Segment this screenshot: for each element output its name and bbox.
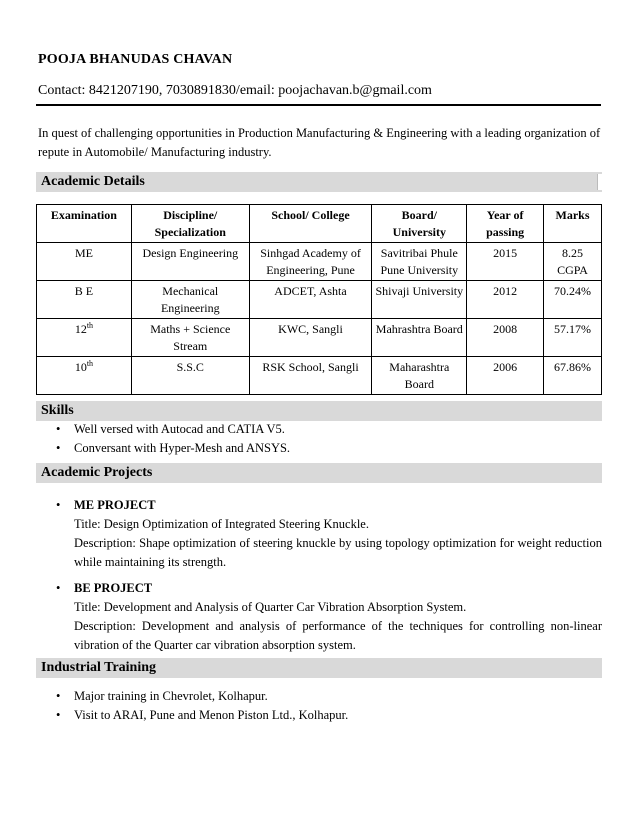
examination-value: ME <box>74 246 93 260</box>
cell-board: Maharashtra Board <box>372 357 467 395</box>
skill-text: Conversant with Hyper-Mesh and ANSYS. <box>74 441 291 455</box>
be-project-description: Description: Development and analysis of performance of the techniques for controlling non-linear vibration of the Quarter car vibration absorption system. <box>74 619 602 652</box>
column-header-examination: Examination <box>37 205 132 243</box>
column-header-discipline: Discipline/ Specialization <box>131 205 249 243</box>
list-item <box>38 687 602 706</box>
section-academic-details: Academic Details <box>36 172 602 192</box>
training-text: Visit to ARAI, Pune and Menon Piston Ltd., Kolhapur. <box>74 708 349 722</box>
bullet-icon: • <box>56 441 61 455</box>
cell-examination <box>37 243 132 281</box>
table-row <box>37 243 602 281</box>
cell-board: Mahrashtra Board <box>372 319 467 357</box>
section-industrial-training: Industrial Training <box>36 658 602 678</box>
skills-list <box>38 420 602 458</box>
be-project <box>38 579 602 655</box>
examination-value: B E <box>74 284 94 298</box>
career-objective: In quest of challenging opportunities in Production Manufacturing & Engineering with a leading organization of repute in Automobile/ Manufacturing industry. <box>38 126 601 159</box>
cell-school: KWC, Sangli <box>249 319 372 357</box>
section-skills: Skills <box>36 401 602 421</box>
table-row <box>37 281 602 319</box>
list-item <box>38 706 602 725</box>
academic-table <box>36 204 602 395</box>
header-divider <box>36 104 601 106</box>
section-academic-projects: Academic Projects <box>36 463 602 483</box>
cell-year: 2015 <box>467 243 544 281</box>
skill-text: Well versed with Autocad and CATIA V5. <box>74 422 285 436</box>
candidate-name: POOJA BHANUDAS CHAVAN <box>38 52 233 67</box>
cell-marks: 8.25 CGPA <box>544 243 602 281</box>
table-row <box>37 357 602 395</box>
examination-suffix: th <box>86 359 94 368</box>
cell-discipline: Maths + Science Stream <box>131 319 249 357</box>
bullet-icon: • <box>56 498 61 512</box>
list-item <box>38 439 602 458</box>
cell-board: Shivaji University <box>372 281 467 319</box>
academic-table-header <box>37 205 602 243</box>
me-project <box>38 496 602 572</box>
cell-discipline: Design Engineering <box>131 243 249 281</box>
cell-marks: 67.86% <box>544 357 602 395</box>
cell-school: Sinhgad Academy of Engineering, Pune <box>249 243 372 281</box>
bullet-icon: • <box>56 581 61 595</box>
table-row <box>37 319 602 357</box>
list-item <box>38 420 602 439</box>
cell-year: 2008 <box>467 319 544 357</box>
column-header-marks: Marks <box>544 205 602 243</box>
cell-marks: 57.17% <box>544 319 602 357</box>
bullet-icon: • <box>56 689 61 703</box>
examination-value: 12 <box>74 322 87 336</box>
cell-year: 2006 <box>467 357 544 395</box>
cell-examination <box>37 281 132 319</box>
cell-school: RSK School, Sangli <box>249 357 372 395</box>
be-project-title: Title: Development and Analysis of Quarter Car Vibration Absorption System. <box>74 600 467 614</box>
cell-school: ADCET, Ashta <box>249 281 372 319</box>
contact-line: Contact: 8421207190, 7030891830/email: poojachavan.b@gmail.com <box>38 83 432 98</box>
column-header-year: Year of passing <box>467 205 544 243</box>
training-list <box>38 687 602 725</box>
bullet-icon: • <box>56 422 61 436</box>
cell-discipline: S.S.C <box>131 357 249 395</box>
training-text: Major training in Chevrolet, Kolhapur. <box>74 689 268 703</box>
me-project-title: Title: Design Optimization of Integrated Steering Knuckle. <box>74 517 369 531</box>
column-header-school: School/ College <box>249 205 372 243</box>
examination-value: 10 <box>74 360 87 374</box>
cell-board: Savitribai Phule Pune University <box>372 243 467 281</box>
cell-examination <box>37 319 132 357</box>
me-project-heading: ME PROJECT <box>74 498 156 512</box>
cell-discipline: Mechanical Engineering <box>131 281 249 319</box>
cell-year: 2012 <box>467 281 544 319</box>
be-project-heading: BE PROJECT <box>74 581 153 595</box>
me-project-description: Description: Shape optimization of steering knuckle by using topology optimization for weight reduction while maintaining its strength. <box>74 536 602 569</box>
cell-marks: 70.24% <box>544 281 602 319</box>
cell-examination <box>37 357 132 395</box>
examination-suffix: th <box>86 321 94 330</box>
bullet-icon: • <box>56 708 61 722</box>
column-header-board: Board/ University <box>372 205 467 243</box>
